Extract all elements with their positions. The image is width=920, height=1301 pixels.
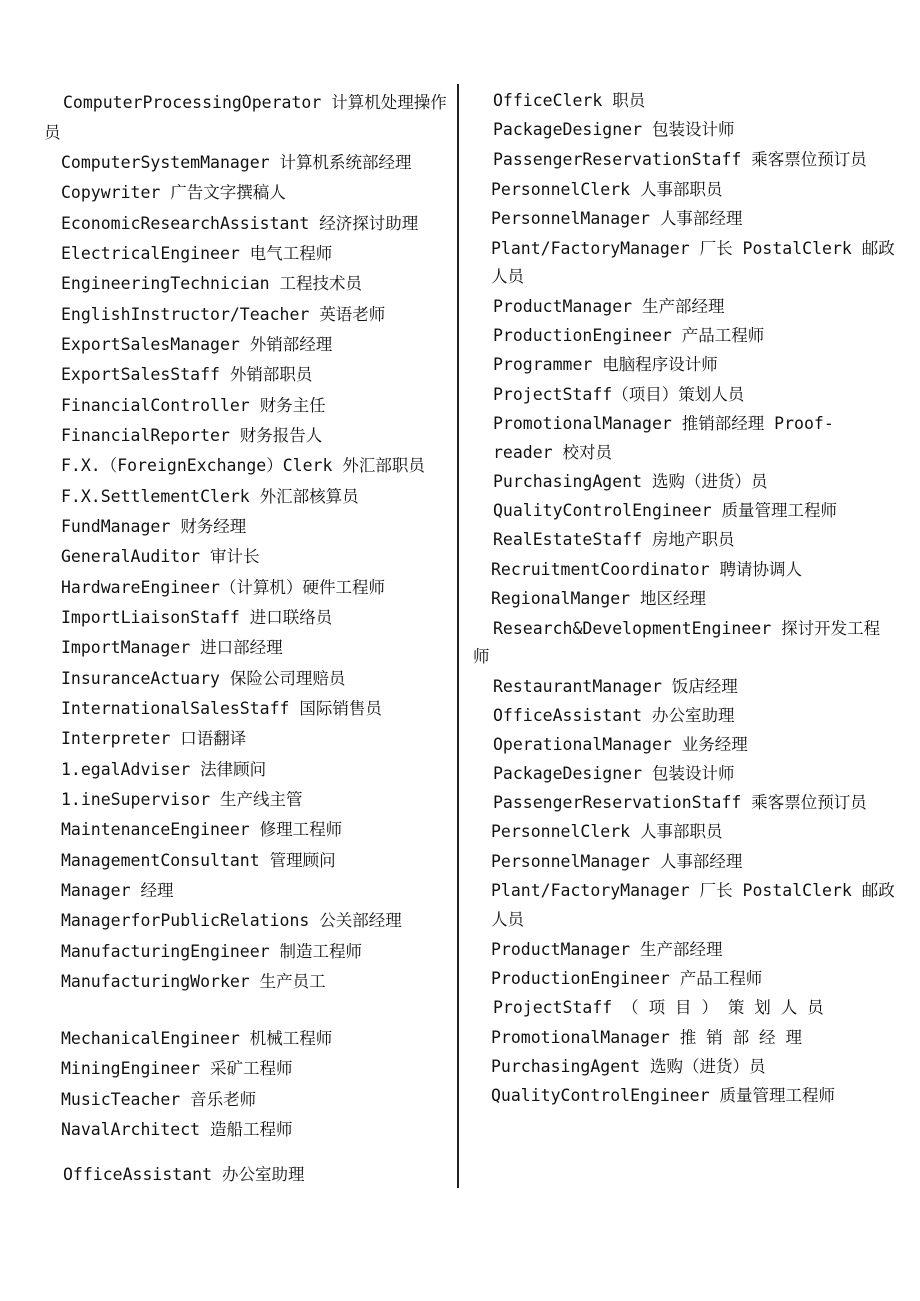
list-item: ElectricalEngineer 电气工程师 xyxy=(61,244,333,263)
list-item: 1.ineSupervisor 生产线主管 xyxy=(61,790,303,809)
list-item: GeneralAuditor 审计长 xyxy=(61,547,260,566)
list-item: EngineeringTechnician 工程技术员 xyxy=(61,274,363,293)
list-item: NavalArchitect 造船工程师 xyxy=(61,1120,293,1139)
list-item: PackageDesigner 包装设计师 xyxy=(493,764,735,783)
list-item: InternationalSalesStaff 国际销售员 xyxy=(61,699,382,718)
list-item: MaintenanceEngineer 修理工程师 xyxy=(61,820,343,839)
list-item: ImportLiaisonStaff 进口联络员 xyxy=(61,608,333,627)
list-item: PersonnelManager 人事部经理 xyxy=(491,852,743,871)
list-item: FinancialReporter 财务报告人 xyxy=(61,426,323,445)
list-item: PersonnelClerk 人事部职员 xyxy=(491,180,723,199)
list-item: MechanicalEngineer 机械工程师 xyxy=(61,1029,333,1048)
list-item: Programmer 电脑程序设计师 xyxy=(493,355,718,374)
list-item: Research&DevelopmentEngineer 探讨开发工程 xyxy=(493,619,881,638)
list-item: OfficeAssistant 办公室助理 xyxy=(493,706,735,725)
list-item: RegionalManger 地区经理 xyxy=(491,589,707,608)
list-item: FundManager 财务经理 xyxy=(61,517,247,536)
list-item: PurchasingAgent 选购（进货）员 xyxy=(493,472,768,491)
list-item: Interpreter 口语翻译 xyxy=(61,729,247,748)
list-item: PassengerReservationStaff 乘客票位预订员 xyxy=(493,793,867,812)
list-item: PurchasingAgent 选购（进货）员 xyxy=(491,1057,766,1076)
list-item: ImportManager 进口部经理 xyxy=(61,638,283,657)
list-item: MusicTeacher 音乐老师 xyxy=(61,1090,257,1109)
list-item: OfficeAssistant 办公室助理 xyxy=(63,1165,305,1184)
list-item: PackageDesigner 包装设计师 xyxy=(493,120,735,139)
list-item: PersonnelClerk 人事部职员 xyxy=(491,822,723,841)
list-item: ProjectStaff（项目）策划人员 xyxy=(493,385,745,404)
list-item: RecruitmentCoordinator 聘请协调人 xyxy=(491,560,802,579)
list-item: ProjectStaff （ 项 目 ） 策 划 人 员 xyxy=(493,998,824,1017)
list-item: PromotionalManager 推 销 部 经 理 xyxy=(491,1028,802,1047)
list-item: 1.egalAdviser 法律顾问 xyxy=(61,760,267,779)
list-item: FinancialController 财务主任 xyxy=(61,396,326,415)
list-item: ExportSalesManager 外销部经理 xyxy=(61,335,333,354)
list-item: EnglishInstructor/Teacher 英语老师 xyxy=(61,305,386,324)
list-item: InsuranceActuary 保险公司理赔员 xyxy=(61,669,346,688)
list-item: QualityControlEngineer 质量管理工程师 xyxy=(491,1086,835,1105)
list-item: 人员 xyxy=(491,910,524,929)
list-item: PassengerReservationStaff 乘客票位预订员 xyxy=(493,150,867,169)
list-item: ProductionEngineer 产品工程师 xyxy=(491,969,763,988)
list-item: MiningEngineer 采矿工程师 xyxy=(61,1059,293,1078)
list-item: F.X.SettlementClerk 外汇部核算员 xyxy=(61,487,359,506)
list-item: Copywriter 广告文字撰稿人 xyxy=(61,183,286,202)
list-item: OperationalManager 业务经理 xyxy=(493,735,748,754)
list-item: 人员 xyxy=(491,267,524,286)
list-item: 员 xyxy=(44,123,61,142)
list-item: Plant/FactoryManager 厂长 PostalClerk 邮政 xyxy=(491,239,895,258)
list-item: ProductManager 生产部经理 xyxy=(491,940,723,959)
list-item: 师 xyxy=(473,647,490,666)
list-item: ComputerSystemManager 计算机系统部经理 xyxy=(61,153,412,172)
list-item: ProductionEngineer 产品工程师 xyxy=(493,326,765,345)
list-item: EconomicResearchAssistant 经济探讨助理 xyxy=(61,214,419,233)
list-item: ManagementConsultant 管理顾问 xyxy=(61,851,336,870)
list-item: ComputerProcessingOperator 计算机处理操作 xyxy=(63,93,447,112)
list-item: OfficeClerk 职员 xyxy=(493,91,646,110)
list-item: ManagerforPublicRelations 公关部经理 xyxy=(61,911,402,930)
list-item: ManufacturingWorker 生产员工 xyxy=(61,972,326,991)
list-item: RestaurantManager 饭店经理 xyxy=(493,677,738,696)
list-item: RealEstateStaff 房地产职员 xyxy=(493,530,735,549)
list-item: PersonnelManager 人事部经理 xyxy=(491,209,743,228)
list-item: ExportSalesStaff 外销部职员 xyxy=(61,365,313,384)
column-divider xyxy=(457,84,459,1188)
list-item: ManufacturingEngineer 制造工程师 xyxy=(61,942,363,961)
list-item: HardwareEngineer（计算机）硬件工程师 xyxy=(61,578,385,597)
list-item: F.X.（ForeignExchange）Clerk 外汇部职员 xyxy=(61,456,425,475)
list-item: Plant/FactoryManager 厂长 PostalClerk 邮政 xyxy=(491,881,895,900)
list-item: PromotionalManager 推销部经理 Proof- xyxy=(493,414,834,433)
list-item: reader 校对员 xyxy=(493,443,613,462)
list-item: QualityControlEngineer 质量管理工程师 xyxy=(493,501,837,520)
list-item: ProductManager 生产部经理 xyxy=(493,297,725,316)
list-item: Manager 经理 xyxy=(61,881,174,900)
